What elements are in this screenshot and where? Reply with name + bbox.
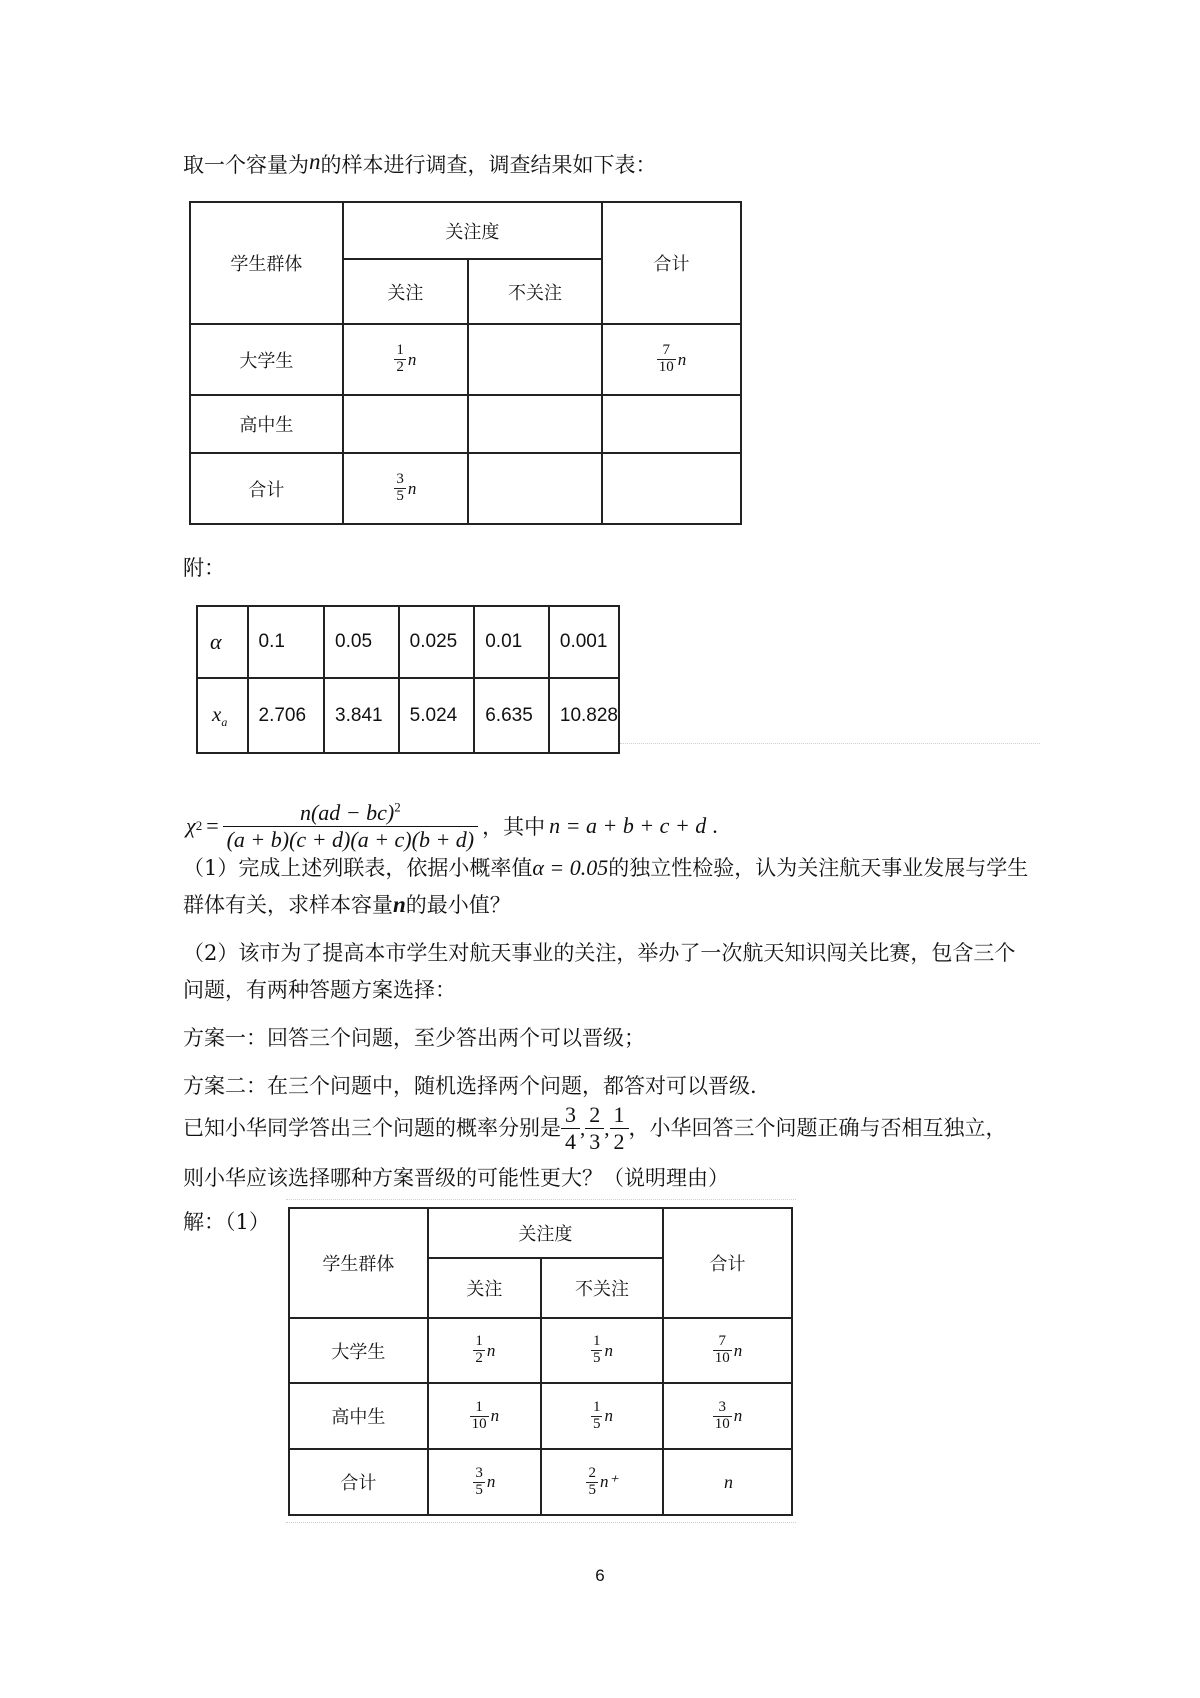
x-row-label: $x_a$ — [197, 678, 248, 753]
cell-college-total: $\frac{7}{10}$ n — [602, 324, 741, 395]
alpha-value: 0.001 — [549, 606, 619, 678]
chi-square-fraction: $\frac{n(ad - bc)^2}{(a + b)(c + d)(a + c)(b + d)}$ — [223, 800, 479, 852]
col-attention: 关注 — [428, 1258, 541, 1318]
appendix-label: 附： — [183, 556, 225, 580]
solution-label: 解：（1） — [183, 1210, 270, 1234]
critical-value: 6.635 — [474, 678, 549, 753]
intro-prefix: 取一个容量为 — [183, 153, 309, 177]
contingency-table — [189, 201, 742, 525]
cell-total-total: n — [663, 1449, 792, 1515]
alpha-row-label: α — [197, 606, 248, 678]
col-no-attention: 不关注 — [468, 259, 602, 324]
cell-highschool-total: $\frac{3}{10}$ n — [663, 1383, 792, 1449]
alpha-value: 0.01 — [474, 606, 549, 678]
cell-college-no-attention — [468, 324, 602, 395]
cell-highschool-attention — [343, 395, 468, 453]
header-attention-level: 关注度 — [343, 202, 602, 259]
dotted-rule — [286, 1199, 796, 1200]
cell-total-attention: $\frac{3}{5}$ n — [428, 1449, 541, 1515]
cell-college-attention: $\frac{1}{2}$ n — [428, 1318, 541, 1383]
header-total: 合计 — [602, 202, 741, 324]
q1-line1: （1）完成上述列联表，依据小概率值α = 0.05的独立性检验，认为关注航天事业发展与学生 — [183, 855, 1029, 880]
cell-total-no-attention: $\frac{2}{5}$ n⁺ — [541, 1449, 663, 1515]
header-student-group: 学生群体 — [289, 1208, 428, 1318]
q1-line2: 群体有关，求样本容量n的最小值？ — [183, 892, 511, 917]
row-highschool-label: 高中生 — [190, 395, 343, 453]
critical-value-table — [196, 605, 620, 754]
alpha-value: 0.1 — [248, 606, 325, 678]
fraction: $\frac{1}{2}$ — [396, 342, 404, 375]
q2-line1: （2）该市为了提高本市学生对航天事业的关注，举办了一次航天知识闯关比赛，包含三个 — [183, 941, 1016, 965]
prob-fraction: $\frac{1}{2}$ — [610, 1102, 629, 1154]
alpha-value: 0.025 — [399, 606, 475, 678]
q2-last-line: 则小华应该选择哪种方案晋级的可能性更大？（说明理由） — [183, 1166, 729, 1190]
intro-suffix: 的样本进行调查，调查结果如下表： — [320, 153, 657, 177]
row-total-label: 合计 — [190, 453, 343, 524]
page-number: 6 — [595, 1566, 605, 1585]
cell-highschool-total — [602, 395, 741, 453]
col-attention: 关注 — [343, 259, 468, 324]
critical-value: 3.841 — [324, 678, 399, 753]
cell-highschool-no-attention — [468, 395, 602, 453]
prob-fraction: $\frac{2}{3}$ — [585, 1102, 604, 1154]
chi-square-formula: χ 2 = $\frac{n(ad - bc)^2}{(a + b)(c + d)(a + c)(b + d)}$ ，其中 n = a + b + c + d . — [186, 799, 718, 852]
plan-one: 方案一：回答三个问题，至少答出两个可以晋级； — [183, 1026, 645, 1050]
row-college-label: 大学生 — [289, 1318, 428, 1383]
cell-college-attention: $\frac{1}{2}$ n — [343, 324, 468, 395]
cell-total-total — [602, 453, 741, 524]
cell-college-total: $\frac{7}{10}$ n — [663, 1318, 792, 1383]
dotted-rule — [620, 743, 1040, 744]
row-highschool-label: 高中生 — [289, 1383, 428, 1449]
alpha-value: 0.05 — [324, 606, 399, 678]
cell-total-no-attention — [468, 453, 602, 524]
cell-college-no-attention: $\frac{1}{5}$ n — [541, 1318, 663, 1383]
completed-contingency-table — [288, 1207, 793, 1516]
header-student-group: 学生群体 — [190, 202, 343, 324]
col-no-attention: 不关注 — [541, 1258, 663, 1318]
prob-fraction: $\frac{3}{4}$ — [561, 1102, 580, 1154]
cell-total-attention: $\frac{3}{5}$ n — [343, 453, 468, 524]
header-attention-level: 关注度 — [428, 1208, 663, 1258]
fraction: $\frac{7}{10}$ — [658, 342, 674, 375]
critical-value: 5.024 — [399, 678, 475, 753]
dotted-rule — [286, 1522, 796, 1523]
row-college-label: 大学生 — [190, 324, 343, 395]
critical-value: 2.706 — [248, 678, 325, 753]
plan-two: 方案二：在三个问题中，随机选择两个问题，都答对可以晋级. — [183, 1074, 757, 1098]
intro-text — [183, 146, 657, 181]
row-total-label: 合计 — [289, 1449, 428, 1515]
cell-highschool-attention: $\frac{1}{10}$ n — [428, 1383, 541, 1449]
q2-line2: 问题，有两种答题方案选择： — [183, 978, 456, 1002]
intro-var-n: n — [309, 149, 321, 174]
cell-highschool-no-attention: $\frac{1}{5}$ n — [541, 1383, 663, 1449]
fraction: $\frac{3}{5}$ — [396, 471, 404, 504]
known-probabilities-line: 已知小华同学答出三个问题的概率分别是 $\frac{3}{4}$ , $\frac{2}{3}$ , $\frac{1}{2}$ ，小华回答三个问题正确与否相互独立， — [183, 1102, 1007, 1154]
critical-value: 10.828 — [549, 678, 619, 753]
header-total: 合计 — [663, 1208, 792, 1318]
